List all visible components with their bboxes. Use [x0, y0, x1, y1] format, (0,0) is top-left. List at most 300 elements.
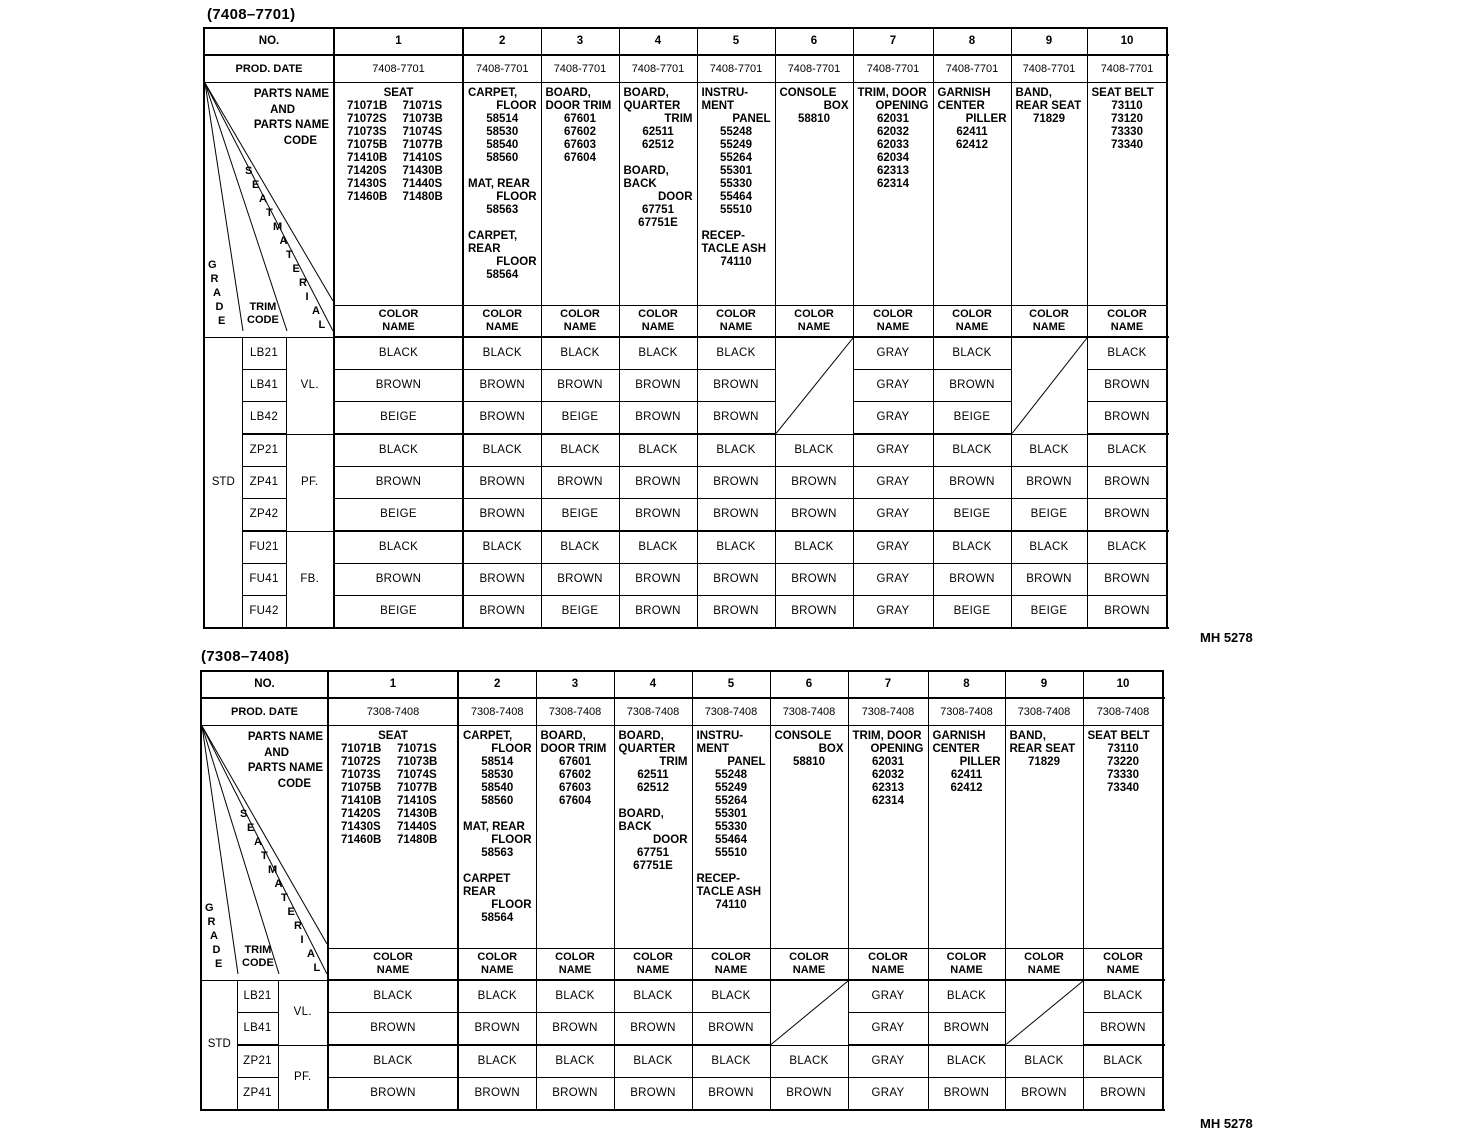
- color-name-label: [770, 949, 848, 981]
- color-name-label-line: NAME: [1032, 321, 1066, 333]
- seat-code: 71075B: [347, 139, 388, 151]
- color-cell: BROWN: [458, 1078, 536, 1111]
- header-row-prod-date: [204, 55, 1167, 83]
- color-cell: BEIGE: [541, 499, 619, 532]
- parts-cell-4: [614, 726, 692, 949]
- part-line: 62314: [872, 795, 904, 807]
- color-cell: BLACK: [536, 980, 614, 1013]
- seat-code: 71071S: [397, 743, 437, 755]
- color-cell: BROWN: [334, 370, 463, 402]
- seat-material-letter: I: [305, 291, 309, 303]
- part-line: 58564: [481, 912, 514, 924]
- seat-codes: [333, 743, 453, 847]
- color-name-label-line: NAME: [876, 321, 910, 333]
- color-cell: BROWN: [1087, 564, 1167, 596]
- table-row: [204, 337, 1167, 370]
- color-name-label: [541, 306, 619, 338]
- prod-date-value: 7408-7701: [697, 55, 775, 83]
- seat-code: 71420S: [341, 808, 381, 820]
- part-line: TACLE ASH: [701, 243, 767, 255]
- prod-date-value: 7308-7408: [458, 698, 536, 726]
- color-cell: BROWN: [933, 467, 1011, 499]
- color-name-label-line: NAME: [950, 964, 983, 976]
- figure-code: MH 5278: [1200, 630, 1253, 645]
- table-row: [204, 499, 1167, 532]
- part-line: CONSOLE: [779, 87, 837, 99]
- part-line: CARPET,: [468, 230, 518, 242]
- color-cell: BLACK: [458, 1045, 536, 1078]
- part-line: 73330: [1107, 769, 1139, 781]
- color-cell: GRAY: [853, 564, 933, 596]
- corner-label-line: CODE: [283, 134, 317, 147]
- header-row-no: [204, 28, 1167, 55]
- table-row: [204, 564, 1167, 596]
- diagonal-slash-icon: [771, 981, 848, 1045]
- color-name-label-line: COLOR: [373, 951, 413, 963]
- prod-date-value: 7308-7408: [536, 698, 614, 726]
- color-cell: BROWN: [928, 1078, 1005, 1111]
- color-cell: BLACK: [541, 531, 619, 564]
- header-row-no: [201, 671, 1163, 698]
- part-line: 55464: [715, 834, 747, 846]
- part-line: 62031: [872, 756, 904, 768]
- not-applicable-cell: [1011, 337, 1087, 434]
- color-name-label-line: NAME: [955, 321, 989, 333]
- seat-code: 71072S: [341, 756, 381, 768]
- color-cell: BROWN: [1087, 467, 1167, 499]
- column-number: 1: [334, 28, 463, 55]
- part-line: 73120: [1111, 113, 1143, 125]
- part-line: 73110: [1107, 743, 1139, 755]
- part-line: 62511: [637, 769, 669, 781]
- table-row: [204, 531, 1167, 564]
- prod-date-value: 7308-7408: [848, 698, 928, 726]
- color-name-label: [536, 949, 614, 981]
- trim-code: ZP41: [242, 467, 286, 499]
- part-line: OPENING: [870, 743, 924, 755]
- seat-material-letter: A: [274, 878, 283, 890]
- corner-label-line: AND: [270, 103, 295, 116]
- part-line: 67751E: [638, 217, 678, 229]
- seat-material-letter: E: [247, 822, 255, 834]
- color-name-label: [697, 306, 775, 338]
- seat-material-letter: T: [286, 249, 293, 261]
- seat-material-letter: R: [294, 920, 302, 932]
- spacer: [463, 808, 532, 821]
- parts-cell-6: [770, 726, 848, 949]
- color-name-label: [463, 306, 541, 338]
- prod-date-label: PROD. DATE: [201, 698, 328, 726]
- part-line: 58540: [486, 139, 519, 151]
- color-name-label-line: NAME: [376, 964, 410, 976]
- grade-letter: G: [205, 902, 214, 914]
- part-line: QUARTER: [618, 743, 676, 755]
- column-number: 9: [1005, 671, 1083, 698]
- seat-material: PF.: [286, 434, 334, 531]
- color-cell: BROWN: [463, 467, 541, 499]
- color-cell: BLACK: [933, 434, 1011, 467]
- color-cell: BROWN: [697, 370, 775, 402]
- seat-material-letter: S: [245, 165, 253, 177]
- color-name-label-line: COLOR: [868, 951, 908, 963]
- diagonal-slash-icon: [1012, 338, 1087, 434]
- seat-title: SEAT: [378, 730, 408, 742]
- color-cell: BLACK: [697, 531, 775, 564]
- table-row: [204, 467, 1167, 499]
- part-line: TRIM: [664, 113, 693, 125]
- color-name-label: [933, 306, 1011, 338]
- no-label: NO.: [204, 28, 334, 55]
- color-cell: BLACK: [463, 531, 541, 564]
- header-row-parts: [201, 726, 1163, 949]
- part-line: 58810: [798, 113, 830, 125]
- color-name-label-line: COLOR: [794, 308, 834, 320]
- part-line: CARPET: [463, 873, 511, 885]
- color-name-label: [928, 949, 1005, 981]
- part-line: 55330: [715, 821, 747, 833]
- part-line: CARPET,: [468, 87, 518, 99]
- part-line: PANEL: [727, 756, 766, 768]
- seat-code: 71410S: [397, 795, 437, 807]
- seat-code: 71072S: [347, 113, 387, 125]
- part-line: REAR SEAT: [1009, 743, 1076, 755]
- part-line: INSTRU-: [696, 730, 744, 742]
- color-name-label-line: NAME: [382, 321, 415, 333]
- trim-code: FU42: [242, 596, 286, 629]
- trim-code: LB21: [237, 980, 278, 1013]
- spacer: [468, 217, 537, 230]
- part-line: 67601: [559, 756, 591, 768]
- prod-date-value: 7308-7408: [928, 698, 1005, 726]
- figure-code: MH 5278: [1200, 1116, 1253, 1131]
- part-line: 67604: [559, 795, 591, 807]
- part-line: SEAT BELT: [1091, 87, 1154, 99]
- color-cell: BROWN: [619, 596, 697, 629]
- parts-cell-1: [334, 83, 463, 306]
- seat-code: 71074S: [397, 769, 437, 781]
- color-cell: BROWN: [619, 564, 697, 596]
- part-line: REAR SEAT: [1015, 100, 1082, 112]
- header-row-color-name: [204, 306, 1167, 338]
- color-cell: BEIGE: [1011, 596, 1087, 629]
- part-line: DOOR TRIM: [540, 743, 607, 755]
- part-line: 67751: [642, 204, 674, 216]
- column-number: 10: [1083, 671, 1163, 698]
- part-line: 62412: [950, 782, 983, 794]
- part-line: INSTRU-: [701, 87, 749, 99]
- part-line: CARPET,: [463, 730, 513, 742]
- color-cell: BLACK: [541, 434, 619, 467]
- trim-code: LB41: [242, 370, 286, 402]
- parts-cell-5: [692, 726, 770, 949]
- part-line: 62313: [872, 782, 904, 794]
- trim-code: ZP21: [237, 1045, 278, 1078]
- column-number: 6: [770, 671, 848, 698]
- color-cell: BLACK: [328, 980, 458, 1013]
- color-name-label-line: NAME: [1110, 321, 1144, 333]
- part-line: GARNISH: [937, 87, 991, 99]
- part-line: PILLER: [965, 113, 1007, 125]
- color-cell: BROWN: [1087, 596, 1167, 629]
- header-row-prod-date: [201, 698, 1163, 726]
- prod-date-value: 7408-7701: [619, 55, 697, 83]
- parts-cell-3: [541, 83, 619, 306]
- color-cell: BEIGE: [334, 499, 463, 532]
- prod-date-label: PROD. DATE: [204, 55, 334, 83]
- part-line: 55301: [715, 808, 747, 820]
- grade-letter: A: [210, 930, 218, 942]
- color-cell: GRAY: [853, 499, 933, 532]
- seat-code: 71074S: [402, 126, 443, 138]
- color-cell: BROWN: [536, 1078, 614, 1111]
- color-name-label-line: COLOR: [1024, 951, 1064, 963]
- no-label: NO.: [201, 671, 328, 698]
- color-name-label-line: COLOR: [482, 308, 523, 320]
- color-cell: BEIGE: [1011, 499, 1087, 532]
- color-cell: BLACK: [1005, 1045, 1083, 1078]
- seat-code: 71077B: [402, 139, 443, 151]
- part-line: REAR: [463, 886, 496, 898]
- parts-cell-5: [697, 83, 775, 306]
- part-line: 62411: [956, 126, 988, 138]
- color-cell: BEIGE: [541, 596, 619, 629]
- color-cell: BROWN: [692, 1013, 770, 1046]
- color-cell: BLACK: [697, 434, 775, 467]
- seat-code: 71410B: [341, 795, 382, 807]
- seat-material-letter: L: [313, 962, 321, 974]
- seat-code: 71410B: [347, 152, 388, 164]
- column-number: 4: [614, 671, 692, 698]
- part-line: 62034: [877, 152, 909, 164]
- color-name-label-line: COLOR: [1107, 308, 1147, 320]
- table-row: [201, 1078, 1163, 1111]
- part-line: BOARD,: [618, 808, 664, 820]
- color-name-label: [775, 306, 853, 338]
- color-cell: GRAY: [848, 1045, 928, 1078]
- color-cell: BLACK: [541, 337, 619, 370]
- color-cell: BROWN: [1087, 402, 1167, 435]
- part-line: FLOOR: [496, 256, 537, 268]
- parts-cell-2: [463, 83, 541, 306]
- prod-date-value: 7408-7701: [1011, 55, 1087, 83]
- not-applicable-cell: [1005, 980, 1083, 1045]
- color-cell: BLACK: [458, 980, 536, 1013]
- part-line: MENT: [696, 743, 730, 755]
- part-line: 62411: [950, 769, 983, 781]
- parts-cell-7: [848, 726, 928, 949]
- color-name-label: [848, 949, 928, 981]
- seat-material-letter: A: [279, 235, 288, 247]
- color-name-label-line: COLOR: [789, 951, 829, 963]
- color-cell: BROWN: [334, 467, 463, 499]
- color-cell: GRAY: [853, 531, 933, 564]
- seat-material-letter: A: [259, 193, 267, 205]
- corner-label-line: CODE: [277, 777, 311, 790]
- trim-code: FU21: [242, 531, 286, 564]
- table-row: [201, 1045, 1163, 1078]
- part-line: 73330: [1111, 126, 1143, 138]
- color-name-label: [1083, 949, 1163, 981]
- part-line: SEAT BELT: [1087, 730, 1150, 742]
- seat-material-letter: A: [307, 948, 315, 960]
- part-line: BOARD,: [540, 730, 586, 742]
- color-cell: BROWN: [541, 370, 619, 402]
- section-title: (7408–7701): [207, 6, 296, 23]
- prod-date-value: 7308-7408: [614, 698, 692, 726]
- trim-color-table: [200, 670, 1164, 1111]
- column-number: 4: [619, 28, 697, 55]
- color-cell: BLACK: [933, 337, 1011, 370]
- grade-letter: A: [213, 287, 221, 299]
- color-name-label-line: NAME: [486, 321, 519, 333]
- part-line: 55248: [720, 126, 752, 138]
- seat-code: 71073B: [402, 113, 443, 125]
- trim-code: LB41: [237, 1013, 278, 1046]
- color-name-label: [328, 949, 458, 981]
- prod-date-value: 7408-7701: [775, 55, 853, 83]
- table-row: [201, 980, 1163, 1013]
- seat-code: 71075B: [341, 782, 382, 794]
- header-corner: [204, 83, 334, 338]
- seat-material-letter: M: [273, 221, 283, 233]
- color-name-label-line: COLOR: [873, 308, 913, 320]
- corner-label-line: PARTS NAME: [247, 762, 323, 774]
- trim-code: ZP42: [242, 499, 286, 532]
- color-cell: GRAY: [848, 980, 928, 1013]
- color-cell: BROWN: [928, 1013, 1005, 1046]
- part-line: 55264: [720, 152, 752, 164]
- part-line: 58563: [481, 847, 514, 859]
- color-name-label-line: COLOR: [638, 308, 678, 320]
- parts-cell-1: [328, 726, 458, 949]
- parts-cell-9: [1011, 83, 1087, 306]
- color-cell: BROWN: [541, 467, 619, 499]
- color-cell: BLACK: [619, 531, 697, 564]
- color-cell: BEIGE: [933, 596, 1011, 629]
- color-cell: BROWN: [463, 499, 541, 532]
- color-cell: BROWN: [1083, 1078, 1163, 1111]
- parts-cell-8: [933, 83, 1011, 306]
- part-line: 62031: [877, 113, 909, 125]
- color-cell: BROWN: [697, 467, 775, 499]
- part-line: 55249: [720, 139, 752, 151]
- part-line: CONSOLE: [774, 730, 832, 742]
- seat-code: 71077B: [397, 782, 438, 794]
- parts-cell-8: [928, 726, 1005, 949]
- color-cell: GRAY: [853, 467, 933, 499]
- part-line: 73340: [1111, 139, 1143, 151]
- color-cell: BLACK: [1087, 337, 1167, 370]
- part-line: 67602: [559, 769, 591, 781]
- seat-code: 71420S: [347, 165, 387, 177]
- color-name-label-line: COLOR: [716, 308, 756, 320]
- part-line: 55301: [720, 165, 752, 177]
- color-name-label-line: COLOR: [555, 951, 595, 963]
- seat-material: VL.: [286, 337, 334, 434]
- part-line: RECEP-: [696, 873, 740, 885]
- seat-material-letter: T: [266, 207, 273, 219]
- part-line: FLOOR: [491, 899, 532, 911]
- color-cell: GRAY: [853, 402, 933, 435]
- part-line: 62032: [872, 769, 904, 781]
- parts-cell-6: [775, 83, 853, 306]
- color-cell: BLACK: [619, 434, 697, 467]
- trim-code-label-line: TRIM: [244, 944, 272, 956]
- part-line: BOARD,: [623, 87, 669, 99]
- seat-title: SEAT: [383, 87, 414, 99]
- color-cell: BROWN: [692, 1078, 770, 1111]
- color-cell: BLACK: [775, 531, 853, 564]
- color-cell: BLACK: [328, 1045, 458, 1078]
- color-cell: BROWN: [463, 564, 541, 596]
- part-line: 55248: [715, 769, 747, 781]
- part-line: 62512: [642, 139, 674, 151]
- seat-code: 71460B: [347, 191, 388, 203]
- color-cell: BLACK: [334, 337, 463, 370]
- column-number: 2: [463, 28, 541, 55]
- color-cell: GRAY: [853, 370, 933, 402]
- part-line: 55249: [715, 782, 747, 794]
- color-cell: BROWN: [463, 596, 541, 629]
- color-cell: BROWN: [697, 499, 775, 532]
- header-row-color-name: [201, 949, 1163, 981]
- spacer: [468, 165, 537, 178]
- diagonal-slash-icon: [1006, 981, 1083, 1045]
- color-cell: GRAY: [853, 337, 933, 370]
- column-number: 5: [697, 28, 775, 55]
- grade-letter: D: [212, 944, 221, 956]
- part-line: DOOR: [658, 191, 693, 203]
- color-cell: BROWN: [775, 499, 853, 532]
- parts-name-code-label: [254, 87, 329, 149]
- color-cell: BLACK: [614, 1045, 692, 1078]
- color-name-label-line: NAME: [1106, 964, 1140, 976]
- column-number: 10: [1087, 28, 1167, 55]
- prod-date-value: 7408-7701: [463, 55, 541, 83]
- color-name-label-line: COLOR: [477, 951, 518, 963]
- part-line: TRIM: [659, 756, 688, 768]
- seat-material-letter: M: [268, 864, 278, 876]
- table-row: [204, 596, 1167, 629]
- color-cell: BROWN: [614, 1013, 692, 1046]
- parts-name-code-label: [248, 730, 323, 792]
- part-line: 55510: [715, 847, 747, 859]
- color-cell: BLACK: [770, 1045, 848, 1078]
- color-name-label-line: NAME: [797, 321, 831, 333]
- part-line: PILLER: [959, 756, 1001, 768]
- prod-date-value: 7308-7408: [770, 698, 848, 726]
- parts-cell-10: [1083, 726, 1163, 949]
- part-line: 58530: [481, 769, 514, 781]
- color-cell: BLACK: [334, 531, 463, 564]
- grade-cell: STD: [204, 337, 242, 628]
- color-cell: BROWN: [770, 1078, 848, 1111]
- color-cell: BROWN: [933, 370, 1011, 402]
- spacer: [463, 860, 532, 873]
- part-line: BAND,: [1015, 87, 1052, 99]
- color-cell: BLACK: [928, 980, 1005, 1013]
- color-name-label-line: NAME: [641, 321, 675, 333]
- part-line: MAT, REAR: [468, 178, 530, 190]
- part-line: 67604: [564, 152, 596, 164]
- grade-cell: STD: [201, 980, 237, 1110]
- color-cell: GRAY: [848, 1078, 928, 1111]
- color-cell: BROWN: [775, 596, 853, 629]
- color-name-label-line: COLOR: [560, 308, 600, 320]
- trim-code: LB42: [242, 402, 286, 435]
- part-line: BOX: [823, 100, 849, 112]
- column-number: 8: [933, 28, 1011, 55]
